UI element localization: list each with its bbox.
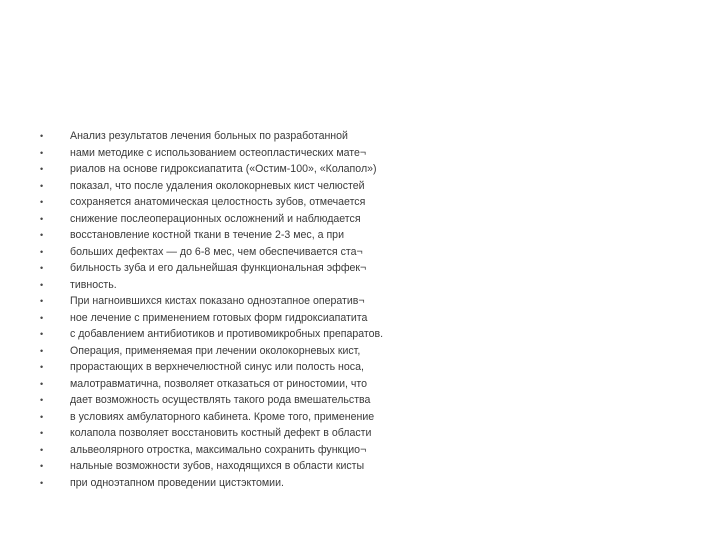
- line-text: снижение послеоперационных осложнений и наблюдается: [70, 212, 361, 225]
- list-item: [40, 376, 700, 393]
- bullet-icon: •: [40, 230, 44, 240]
- list-item: [40, 260, 700, 277]
- bullet-icon: •: [40, 411, 44, 422]
- bullet-icon: •: [40, 296, 44, 306]
- list-item: [40, 128, 700, 145]
- list-item: [40, 392, 700, 409]
- line-text: малотравматична, позволяет отказаться от риностомии, что: [70, 377, 368, 390]
- line-text: При нагноившихся кистах показано одноэтапное оператив¬: [70, 295, 365, 307]
- bullet-icon: •: [40, 329, 44, 339]
- list-item: [40, 343, 700, 360]
- list-item: [40, 475, 700, 492]
- list-item: [40, 211, 700, 228]
- list-item: [40, 359, 700, 376]
- list-item: [40, 227, 700, 244]
- line-text: нами методике с использованием остеопластических мате¬: [70, 146, 367, 159]
- list-item: [40, 178, 700, 195]
- bullet-icon: •: [40, 263, 44, 273]
- list-item: [40, 425, 700, 442]
- line-text: сохраняется анатомическая целостность зубов, отмечается: [70, 196, 366, 208]
- list-item: [40, 244, 700, 261]
- bullet-icon: •: [40, 164, 44, 174]
- bullet-icon: •: [40, 312, 44, 323]
- line-text: нальные возможности зубов, находящихся в области кисты: [70, 460, 365, 472]
- list-item: [40, 277, 700, 294]
- line-text: Анализ результатов лечения больных по разработанной: [70, 130, 348, 142]
- line-text: ное лечение с применением готовых форм гидроксиапатита: [70, 311, 368, 324]
- bullet-icon: •: [40, 395, 44, 405]
- list-item: [40, 409, 700, 426]
- list-item: [40, 458, 700, 475]
- bullet-icon: •: [40, 197, 44, 207]
- bullet-text-list: [40, 128, 700, 491]
- line-text: дает возможность осуществлять такого рода вмешательства: [70, 394, 371, 406]
- list-item: [40, 293, 700, 310]
- list-item: [40, 161, 700, 178]
- list-item: [40, 442, 700, 459]
- bullet-icon: •: [40, 362, 44, 372]
- line-text: альвеолярного отростка, максимально сохранить функцио¬: [70, 443, 367, 456]
- bullet-icon: •: [40, 246, 44, 257]
- line-text: восстановление костной ткани в течение 2-3 мес, а при: [70, 229, 344, 241]
- line-text: тивность.: [70, 278, 117, 291]
- line-text: Операция, применяемая при лечении околокорневых кист,: [70, 344, 361, 357]
- line-text: бильность зуба и его дальнейшая функциональная эффек¬: [70, 262, 367, 274]
- line-text: больших дефектах — до 6-8 мес, чем обеспечивается ста¬: [70, 245, 363, 258]
- bullet-icon: •: [40, 147, 44, 158]
- bullet-icon: •: [40, 444, 44, 455]
- bullet-icon: •: [40, 131, 44, 141]
- list-item: [40, 194, 700, 211]
- bullet-icon: •: [40, 428, 44, 438]
- list-item: [40, 310, 700, 327]
- list-item: [40, 145, 700, 162]
- bullet-icon: •: [40, 461, 44, 471]
- bullet-icon: •: [40, 213, 44, 224]
- line-text: при одноэтапном проведении цистэктомии.: [70, 476, 284, 489]
- line-text: в условиях амбулаторного кабинета. Кроме того, применение: [70, 410, 375, 423]
- bullet-icon: •: [40, 477, 44, 488]
- line-text: прорастающих в верхнечелюстной синус или полость носа,: [70, 361, 364, 373]
- line-text: показал, что после удаления околокорневых кист челюстей: [70, 179, 365, 192]
- line-text: колапола позволяет восстановить костный дефект в области: [70, 427, 372, 439]
- list-item: [40, 326, 700, 343]
- bullet-icon: •: [40, 180, 44, 191]
- line-text: риалов на основе гидроксиапатита («Остим-100», «Колапол»): [70, 163, 377, 175]
- bullet-icon: •: [40, 279, 44, 290]
- bullet-icon: •: [40, 378, 44, 389]
- line-text: с добавлением антибиотиков и противомикробных препаратов.: [70, 328, 384, 340]
- bullet-icon: •: [40, 345, 44, 356]
